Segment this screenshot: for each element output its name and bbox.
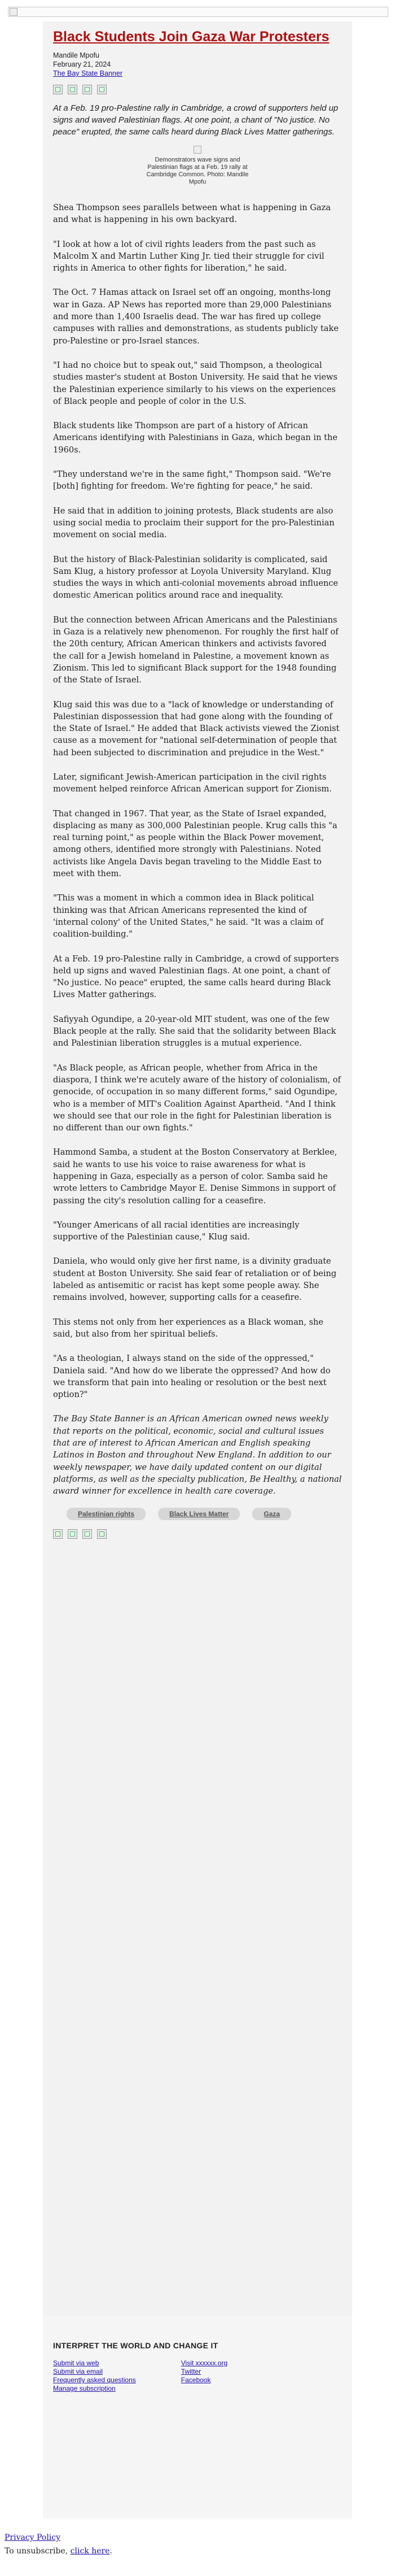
unsubscribe-line (5, 2544, 112, 2558)
footer-links-left (53, 2359, 136, 2393)
paragraph: "I look at how a lot of civil rights leaders from the past such as Malcolm X and Martin Luther King Jr. tied their struggle for civil rights in America to other fights for liberation," he said. (53, 239, 324, 273)
footer-links-right (181, 2359, 227, 2393)
share-link-icon[interactable] (97, 85, 107, 94)
share-facebook-icon[interactable] (53, 85, 63, 94)
paragraph: Shea Thompson sees parallels between what is happening in Gaza and what is happening in his own backyard. (53, 203, 331, 225)
unsubscribe-prefix: To unsubscribe, (5, 2547, 71, 2556)
paragraph: Later, significant Jewish-American participation in the civil rights movement helped reinforce African American support for Zionism. (53, 772, 332, 794)
paragraph: "This was a moment in which a common idea in Black political thinking was that African Americans represented the kind of 'internal colony' of the United States," he said. "It was a claim of coalition-building." (53, 893, 324, 939)
photo-caption: Demonstrators wave signs and Palestinian flags at a Feb. 19 rally at Cambridge Common. Photo: Mandile Mpofu (146, 156, 249, 185)
publication-link[interactable]: The Bay State Banner (53, 69, 122, 77)
paragraph: But the connection between African Americans and the Palestinians in Gaza is a relatively new phenomenon. For roughly the first half of the 20th century, African American thinkers and activists favored the call for a Jewish homeland in Palestine, a movement known as Zionism. This led to significant Black support for the 1948 founding of the State of Israel. (53, 615, 339, 685)
article (53, 26, 342, 1547)
privacy-policy-link[interactable]: Privacy Policy (5, 2533, 61, 2542)
share-email-icon[interactable] (82, 85, 92, 94)
article-title[interactable]: Black Students Join Gaza War Protesters (53, 29, 330, 45)
article-meta (53, 51, 342, 78)
paragraph: "They understand we're in the same fight," Thompson said. "We're [both] fighting for freedom. We're fighting for peace," he said. (53, 469, 331, 491)
paragraph: "As Black people, as African people, whether from Africa in the diaspora, I think we're acutely aware of the history of colonialism, of genocide, of occupation in so many different forms," said Ogundipe, who is a member of MIT's Coalition Against Apartheid. "And I think we should see that our role in the fight for Palestinian liberation is no different than our own fights." (53, 1063, 341, 1133)
share-twitter-icon[interactable] (68, 1529, 77, 1539)
share-email-icon[interactable] (82, 1529, 92, 1539)
paragraph: Black students like Thompson are part of a history of African Americans identifying with Palestinians in Gaza, which began in the 1960s. (53, 421, 338, 455)
paragraph: "As a theologian, I always stand on the side of the oppressed," Daniela said. "And how do we liberate the oppressed? And how do we transform that pain into healing or resolution or the best next option?" (53, 1354, 331, 1400)
share-icons-bottom (53, 1529, 342, 1539)
publisher-note: The Bay State Banner is an African American owned news weekly that reports on the political, economic, social and cultural issues that are of interest to African American and English speaking Latinos in Boston and throughout New England. In addition to our weekly newspaper, we have daily updated content on our digital platforms, as well as the specialty publication, Be Healthy, a national award winner for excellence in health care coverage. (53, 1414, 342, 1496)
photo-placeholder-icon (194, 146, 201, 154)
paragraph: Klug said this was due to a "lack of knowledge or understanding of Palestinian dispossession that had gone along with the founding of the State of Israel." He added that Black activists viewed the Zionist cause as a movement for "national self-determination of people that had been subjected to discrimination and prejudice in the West." (53, 699, 340, 758)
article-body (53, 202, 342, 1400)
paragraph: "I had no choice but to speak out," said Thompson, a theological studies master's student at Boston University. He said that he views the Palestinian experience similarly to his views on the experiences of Black people and people of color in the U.S. (53, 360, 338, 406)
tag-list (67, 1508, 342, 1520)
share-link-icon[interactable] (97, 1529, 107, 1539)
paragraph: That changed in 1967. That year, as the State of Israel expanded, displacing as many as 300,000 Palestinian people. Krug calls this "a real turning point," as people within the Black Power movement, among others, identified more strongly with Palestinians. Noted activists like Angela Davis began traveling to the Middle East to meet with them. (53, 808, 337, 879)
twitter-link[interactable]: Twitter (181, 2368, 201, 2375)
tag-black-lives-matter[interactable]: Black Lives Matter (158, 1508, 240, 1520)
unsubscribe-suffix: . (109, 2547, 112, 2556)
facebook-link[interactable]: Facebook (181, 2376, 211, 2384)
submit-email-link[interactable]: Submit via email (53, 2368, 103, 2375)
paragraph: Safiyyah Ogundipe, a 20-year-old MIT student, was one of the few Black people at the rally. She said that the solidarity between Black and Palestinian liberation struggles is a mutual experience. (53, 1014, 336, 1048)
paragraph: But the history of Black-Palestinian solidarity is complicated, said Sam Klug, a history professor at Loyola University Maryland. Klug studies the ways in which anti-colonial movements abroad influence domestic American politics around race and inequality. (53, 554, 339, 601)
submit-web-link[interactable]: Submit via web (53, 2359, 99, 2367)
share-icons (53, 85, 342, 94)
tag-palestinian-rights[interactable]: Palestinian rights (67, 1508, 146, 1520)
broken-image-icon (10, 8, 17, 16)
paragraph: "Younger Americans of all racial identities are increasingly supportive of the Palestinian cause," Klug said. (53, 1220, 300, 1242)
tag-gaza[interactable]: Gaza (252, 1508, 291, 1520)
article-photo (53, 146, 342, 186)
paragraph: This stems not only from her experiences as a Black woman, she said, but also from her spiritual beliefs. (53, 1317, 323, 1339)
article-deck: At a Feb. 19 pro-Palestine rally in Cambridge, a crowd of supporters held up signs and waved Palestinian flags. At one point, a chant of "No justice. No peace" erupted, the same calls heard during Black Lives Matter gatherings. (53, 103, 339, 137)
share-twitter-icon[interactable] (68, 85, 77, 94)
footer-links (53, 2359, 342, 2393)
faq-link[interactable]: Frequently asked questions (53, 2376, 136, 2384)
visit-site-link[interactable]: Visit xxxxxx.org (181, 2359, 228, 2367)
paragraph: At a Feb. 19 pro-Palestine rally in Cambridge, a crowd of supporters held up signs and waved Palestinian flags. At one point, a chant of "No justice. No peace" erupted, the same calls heard during Black Lives Matter gatherings. (53, 954, 339, 1000)
newsletter-card (43, 21, 352, 2518)
paragraph: The Oct. 7 Hamas attack on Israel set off an ongoing, months-long war in Gaza. AP News has reported more than 29,000 Palestinians and more than 1,400 Israelis dead. The war has fired up college campuses with rallies and demonstrations, as students publicly take pro-Palestine or pro-Israel stances. (53, 288, 339, 346)
share-facebook-icon[interactable] (53, 1529, 63, 1539)
top-banner-image (8, 7, 388, 17)
paragraph: He said that in addition to joining protests, Black students are also using social media to proclaim their support for the pro-Palestinian movement on social media. (53, 506, 335, 540)
manage-subscription-link[interactable]: Manage subscription (53, 2384, 116, 2392)
paragraph: Hammond Samba, a student at the Boston Conservatory at Berklee, said he wants to use his voice to raise awareness for what is happening in Gaza, especially as a person of color. Samba said he wrote letters to Cambridge Mayor E. Denise Simmons in support of passing the city's resolution calling for a ceasefire. (53, 1147, 337, 1206)
author: Mandile Mpofu (53, 51, 99, 59)
email-bottom (5, 2531, 112, 2558)
unsubscribe-link[interactable]: click here (70, 2547, 110, 2556)
date: February 21, 2024 (53, 60, 111, 68)
paragraph: Daniela, who would only give her first name, is a divinity graduate student at Boston University. She said fear of retaliation or of being labeled as antisemitic or racist has kept some people away. She remains involved, however, supporting calls for a ceasefire. (53, 1256, 337, 1303)
footer-slogan: INTERPRET THE WORLD AND CHANGE IT (53, 2341, 218, 2350)
newsletter-footer (43, 2316, 352, 2518)
